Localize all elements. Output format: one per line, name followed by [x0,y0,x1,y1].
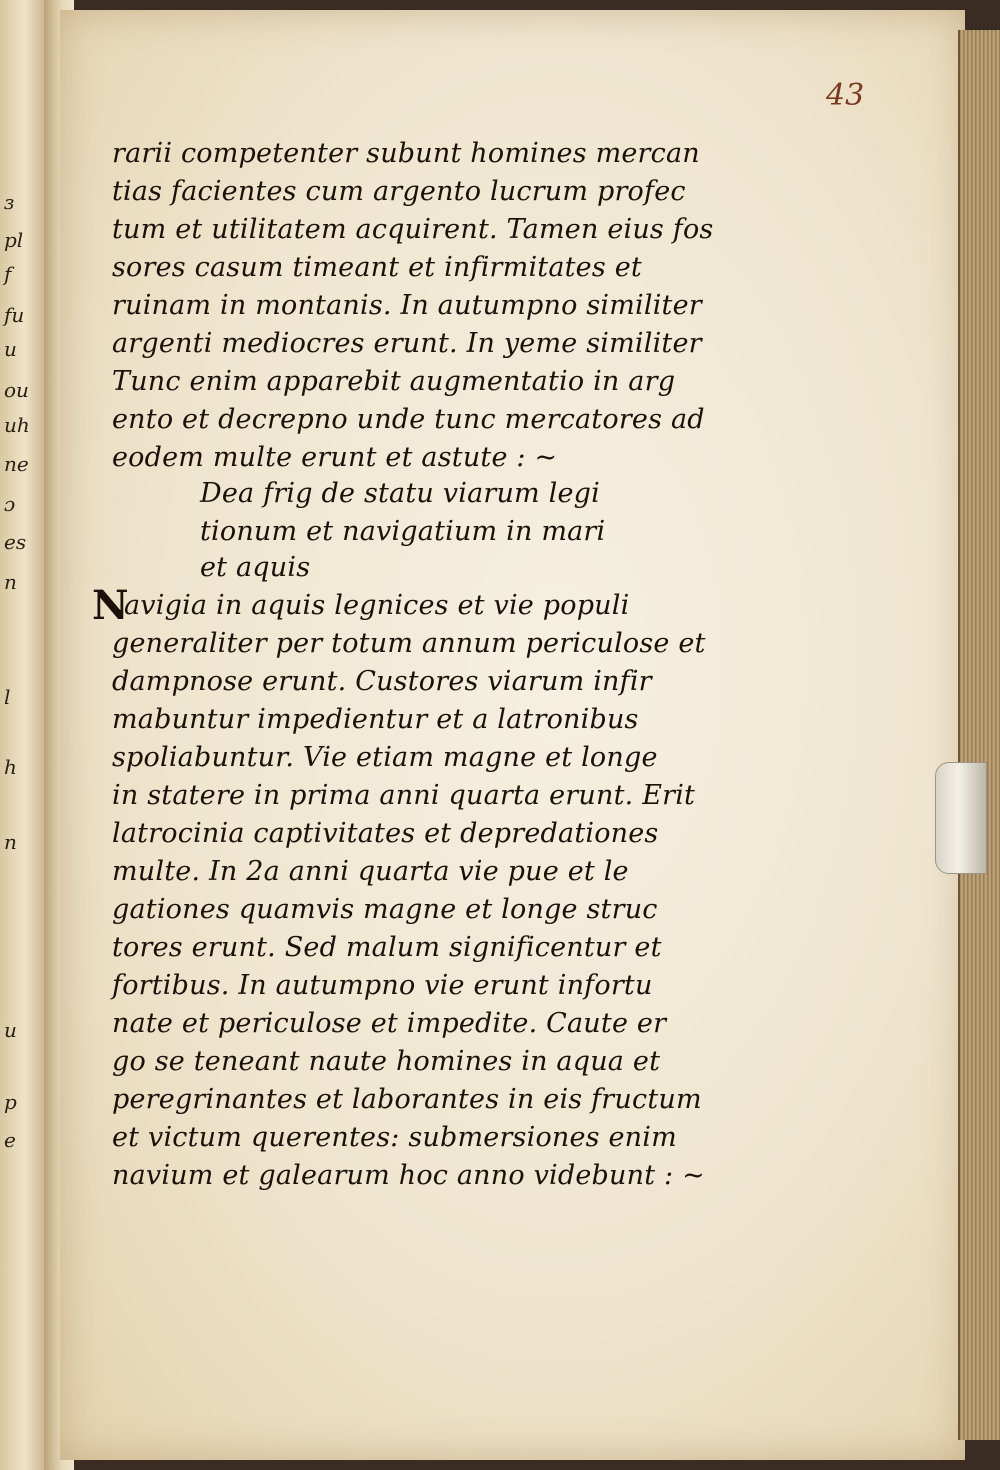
body-line: tores erunt. Sed malum significentur et [112,932,662,963]
margin-fragment: ɔ [4,492,16,516]
margin-fragment: e [4,1128,16,1152]
section-heading: et aquis [200,552,311,583]
body-line: go se teneant naute homines in aqua et [112,1046,661,1077]
body-line: generaliter per totum annum periculose et [112,628,706,659]
body-line: dampnose erunt. Custores viarum infir [112,666,652,697]
body-line: in statere in prima anni quarta erunt. Erit [112,780,696,811]
margin-fragment: h [4,755,17,779]
margin-fragment: l [4,685,11,709]
text-line: eodem multe erunt et astute : ~ [112,442,558,473]
text-line: tum et utilitatem acquirent. Tamen eius fos [112,214,714,245]
initial-letter: N [92,582,129,629]
margin-fragment: n [4,570,17,594]
text-line: ento et decrepno unde tunc mercatores ad [112,404,705,435]
body-line: fortibus. In autumpno vie erunt infortu [112,970,653,1001]
text-line: sores casum timeant et infirmitates et [112,252,642,283]
body-line: nate et periculose et impedite. Caute er [112,1008,667,1039]
text-line: Tunc enim apparebit augmentatio in arg [112,366,676,397]
margin-fragment: n [4,830,17,854]
facing-page-edge [0,0,46,1470]
body-line: multe. In 2a anni quarta vie pue et le [112,856,629,887]
body-line: latrocinia captivitates et depredationes [112,818,659,849]
body-line: gationes quamvis magne et longe struc [112,894,658,925]
body-line: et victum querentes: submersiones enim [112,1122,677,1153]
margin-fragment: es [4,530,27,554]
margin-fragment: uh [4,413,30,437]
text-line: argenti mediocres erunt. In yeme similiter [112,328,702,359]
margin-fragment: p [4,1090,17,1114]
margin-fragment: ou [4,378,29,402]
margin-fragment: ne [4,452,29,476]
text-line: tias facientes cum argento lucrum profec [112,176,686,207]
body-line: navium et galearum hoc anno videbunt : ~ [112,1160,705,1191]
body-line: avigia in aquis legnices et vie populi [124,590,630,621]
margin-fragment: u [4,337,17,361]
body-line: peregrinantes et laborantes in eis fructum [112,1084,702,1115]
margin-fragment: ɜ [4,190,15,214]
section-heading: Dea frig de statu viarum legi [200,478,600,509]
text-line: ruinam in montanis. In autumpno similiter [112,290,702,321]
margin-fragment: u [4,1018,17,1042]
body-line: mabuntur impedientur et a latronibus [112,704,639,735]
section-heading: tionum et navigatium in mari [200,516,606,547]
text-line: rarii competenter subunt homines mercan [112,138,700,169]
margin-fragment: fu [4,303,25,327]
body-line: spoliabuntur. Vie etiam magne et longe [112,742,658,773]
page-edges [958,30,1000,1440]
folio-number: 43 [826,78,865,113]
page-clip [935,762,987,874]
margin-fragment [4,610,42,636]
margin-fragment: pl [4,228,24,252]
margin-fragment: f [4,262,12,286]
